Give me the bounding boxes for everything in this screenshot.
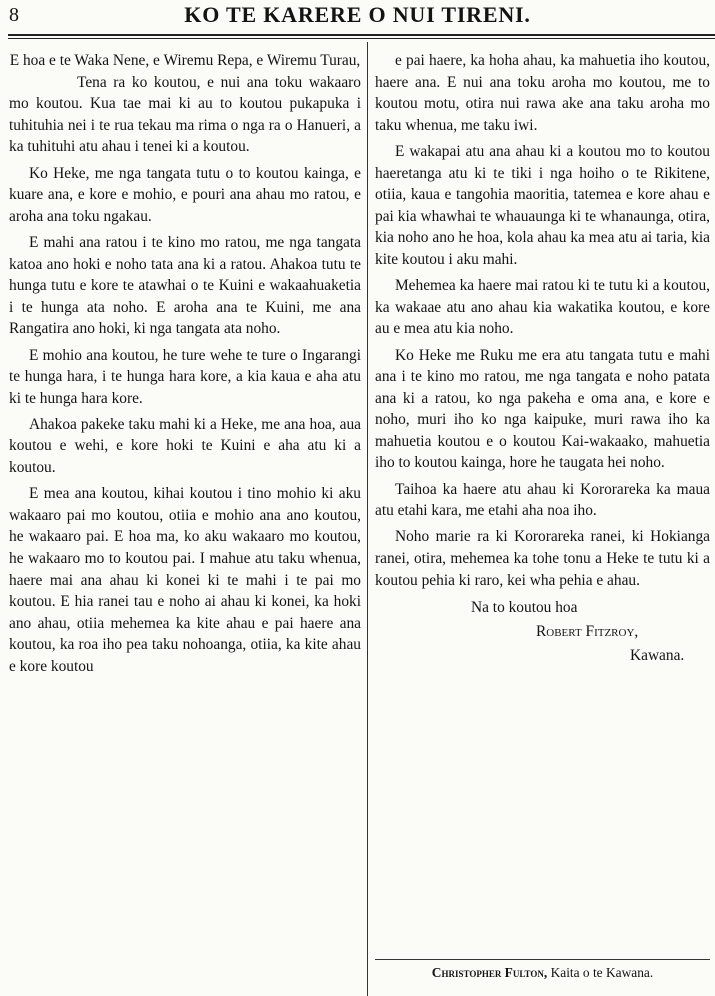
footer-rule [375,959,710,960]
letter-closing: Na to koutou hoa [471,598,578,616]
printer-name: Christopher Fulton, [431,965,548,980]
header-rule-thin [8,38,715,39]
paragraph: Ko Heke me Ruku me era atu tangata tutu e mahi ana i te kino mo ratou, me nga tangata e noho patata ana ki a ratou, ko nga pakeha e oma ana, e kore e noho, muri iho ko nga kaipuke, muri rawa iho ka mahuetia koutou e o koutou Kai-wakaako, mahuetia iho to koutou kainga, hore he taugata hei noho. [375,346,710,472]
page-header [0,0,715,30]
paragraph: E mahi ana ratou i te kino mo ratou, me nga tangata katoa ano hoki e noho tata ana ki a ratou. Ahakoa tutu te hunga tutu e kore te atawhai o te Kuini e wakaahuaketia i te hunga ata noho. E aroha ana te Kuini, me ana Rangatira ano hoki, ki nga tangata ata noho. [9,233,361,338]
right-column [375,50,710,668]
left-column [9,50,361,682]
paragraph: Mehemea ka haere mai ratou ki te tutu ki a koutou, ka wakaae atu ano ahau kia wakatika koutou, e kore au e mea atu kia noho. [375,277,710,338]
paragraph: E wakapai atu ana ahau ki a koutou mo to koutou haeretanga atu ki te tiki i nga hoiho o te Rikitene, otiia, kaua e tangohia maoritia, tatemea e kore ahau e pai kia whawhai te whauaunga ki te whanaunga, otira, kia noho ano he hoa, kola ahau ka mea atu ai taria, kia kite koutou i aku mahi. [375,142,710,268]
letter-address: E hoa e te Waka Nene, e Wiremu Repa, e Wiremu Turau, [9,52,361,69]
printer-role: Kaita o te Kawana. [550,965,654,980]
masthead-title: KO TE KARERE O NUI TIRENI. [184,2,531,27]
signatory-title: Kawana. [630,646,685,664]
paragraph: Tena ra ko koutou, e nui ana toku wakaaro mo koutou. Kua tae mai ki au to koutou pukapuka i tuhituhia nei i te rua tekau ma rima o nga ra o Hanueri, a ka tuhituhi atu ahau i tenei ki a koutou. [9,73,361,156]
paragraph: E mohio ana koutou, he ture wehe te ture o Ingarangi te hunga hara, i te hunga hara kore, a kia kaua e aha atu ki te hunga hara kore. [9,346,361,407]
paragraph: Ko Heke, me nga tangata tutu o to koutou kainga, e kuare ana, e kore e mohio, e pouri ana ahau mo ratou, e aroha ana toku ngakau. [9,164,361,225]
paragraph: e pai haere, ka hoha ahau, ka mahuetia iho koutou, haere ana. E nui ana toku aroha mo koutou, me to koutou motu, otira nui rawa ake ana taku aroha mo taku whenua, me taku iwi. [375,52,710,134]
paragraph: Noho marie ra ki Kororareka ranei, ki Hokianga ranei, otira, mehemea ka tohe tonu a Heke te tutu ki a koutou pehia ki raro, kei wha pehia e ahau. [375,528,710,589]
paragraph: Ahakoa pakeke taku mahi ki a Heke, me ana hoa, aua koutou e wehi, e kore hoki te Kuini e aha atu ki a koutou. [9,415,361,477]
signatory-name: Robert Fitzroy, [536,622,639,640]
printer-imprint [375,965,710,981]
paragraph: E mea ana koutou, kihai koutou i tino mohio ki aku wakaaro pai mo koutou, otiia e mohio ana ano koutou, he wakaaro pai. E hoa ma, ko aku wakaaro mo koutou, he wakaaro mo to koutou pai. I mahue atu taku whenua, haere mai ana ahau ki konei ki te mahi i te pai mo koutou. E hia ranei tau e noho ai ahau ki konei, ka hoki ano ahau, otiia mehemea ka kite ahau e pai haere ana koutou, ka roa iho pea taku nohoanga, otiia, ka kite ahau e kore koutou [9,485,361,675]
column-divider [367,42,368,996]
header-rule-thick [8,34,715,36]
paragraph: Taihoa ka haere atu ahau ki Kororareka ka maua atu etahi kara, me etahi aha noa iho. [375,480,710,520]
page-number: 8 [9,4,19,26]
